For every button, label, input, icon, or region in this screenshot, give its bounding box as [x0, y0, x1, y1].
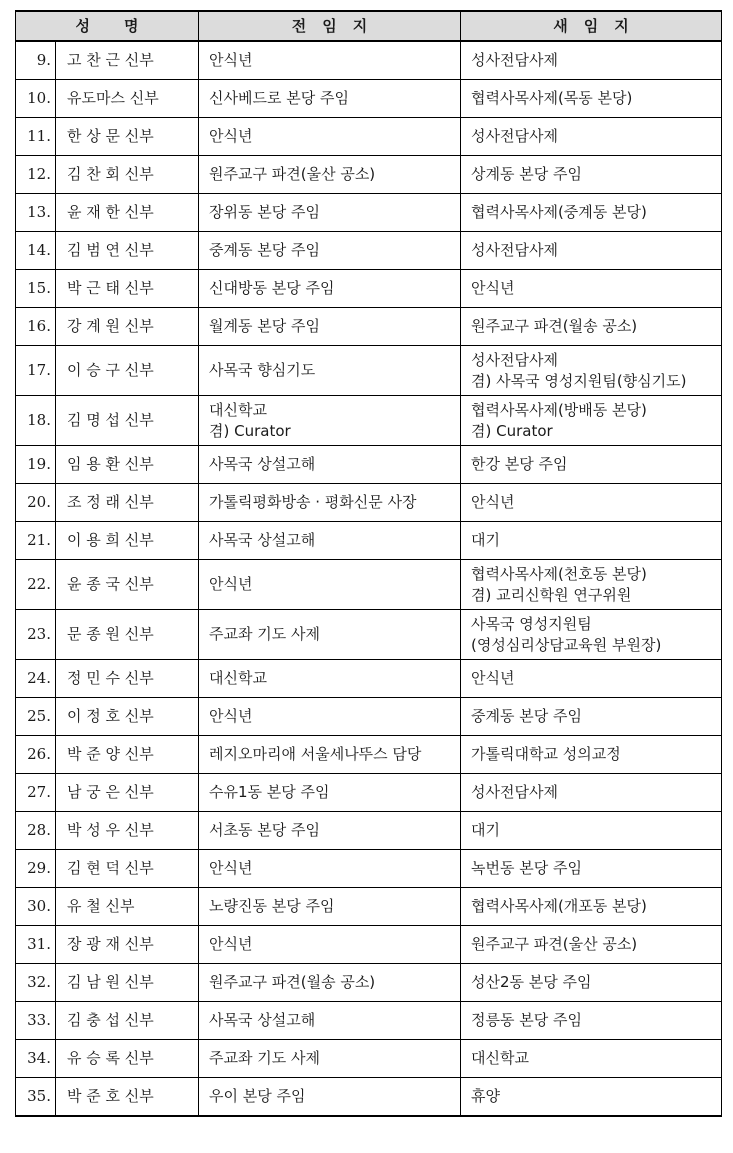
priest-name: 이 정 호 신부 — [56, 698, 199, 736]
previous-post-line: 레지오마리애 서울세나뚜스 담당 — [209, 745, 422, 763]
header-row — [16, 11, 722, 41]
previous-post — [199, 812, 461, 850]
row-number: 14. — [16, 232, 56, 270]
previous-post-line: 신대방동 본당 주임 — [209, 279, 335, 297]
previous-post-line: 신사베드로 본당 주임 — [209, 89, 349, 107]
priest-name: 김 충 섭 신부 — [56, 1002, 199, 1040]
table-row — [16, 446, 722, 484]
new-post — [461, 41, 722, 80]
previous-post — [199, 736, 461, 774]
new-post-line: 녹번동 본당 주임 — [471, 859, 582, 877]
priest-name: 유 철 신부 — [56, 888, 199, 926]
new-post — [461, 560, 722, 610]
priest-name: 김 현 덕 신부 — [56, 850, 199, 888]
priest-name: 문 종 원 신부 — [56, 610, 199, 660]
row-number: 24. — [16, 660, 56, 698]
new-post — [461, 698, 722, 736]
new-post-line: 겸) 사목국 영성지원팀(향심기도) — [471, 371, 687, 390]
priest-name: 이 용 희 신부 — [56, 522, 199, 560]
table-row — [16, 522, 722, 560]
priest-name: 강 계 원 신부 — [56, 308, 199, 346]
row-number: 28. — [16, 812, 56, 850]
row-number: 27. — [16, 774, 56, 812]
new-post-line: 겸) 교리신학원 연구위원 — [471, 585, 632, 604]
previous-post-line: 서초동 본당 주임 — [209, 821, 320, 839]
table-row — [16, 850, 722, 888]
previous-post-line: 안식년 — [209, 859, 253, 877]
previous-post — [199, 232, 461, 270]
previous-post-line: 주교좌 기도 사제 — [209, 625, 320, 643]
new-post-line: 겸) Curator — [471, 421, 553, 440]
new-post-line: 대신학교 — [471, 1049, 529, 1067]
table-row — [16, 888, 722, 926]
previous-post-line: 대신학교 — [209, 400, 267, 419]
row-number: 12. — [16, 156, 56, 194]
new-post-line: 성사전담사제 — [471, 241, 558, 259]
new-post — [461, 1002, 722, 1040]
new-post-line: 협력사목사제(목동 본당) — [471, 89, 633, 107]
previous-post — [199, 698, 461, 736]
row-number: 25. — [16, 698, 56, 736]
new-post — [461, 926, 722, 964]
previous-post-line: 원주교구 파견(월송 공소) — [209, 973, 376, 991]
new-post — [461, 80, 722, 118]
new-post — [461, 850, 722, 888]
table-row — [16, 964, 722, 1002]
new-post-line: 성사전담사제 — [471, 127, 558, 145]
row-number: 22. — [16, 560, 56, 610]
previous-post — [199, 1002, 461, 1040]
table-row — [16, 41, 722, 80]
table-row — [16, 560, 722, 610]
previous-post-line: 원주교구 파견(울산 공소) — [209, 165, 376, 183]
previous-post-line: 중계동 본당 주임 — [209, 241, 320, 259]
new-post-line: 성사전담사제 — [471, 51, 558, 69]
previous-post — [199, 80, 461, 118]
row-number: 29. — [16, 850, 56, 888]
priest-name: 조 정 래 신부 — [56, 484, 199, 522]
previous-post-line: 겸) Curator — [209, 421, 291, 440]
new-post — [461, 346, 722, 396]
new-post-line: 중계동 본당 주임 — [471, 707, 582, 725]
table-row — [16, 156, 722, 194]
header-new: 새임지 — [461, 11, 722, 41]
previous-post — [199, 1040, 461, 1078]
previous-post — [199, 194, 461, 232]
row-number: 15. — [16, 270, 56, 308]
priest-name: 박 성 우 신부 — [56, 812, 199, 850]
row-number: 33. — [16, 1002, 56, 1040]
previous-post — [199, 1078, 461, 1117]
priest-name: 김 명 섭 신부 — [56, 396, 199, 446]
table-row — [16, 194, 722, 232]
new-post — [461, 194, 722, 232]
previous-post — [199, 964, 461, 1002]
row-number: 23. — [16, 610, 56, 660]
new-post-line: 성사전담사제 — [471, 350, 558, 369]
previous-post-line: 안식년 — [209, 51, 253, 69]
previous-post-line: 가톨릭평화방송 · 평화신문 사장 — [209, 493, 417, 511]
new-post-line: 가톨릭대학교 성의교정 — [471, 745, 621, 763]
table-row — [16, 1002, 722, 1040]
priest-name: 박 준 호 신부 — [56, 1078, 199, 1117]
previous-post-line: 안식년 — [209, 935, 253, 953]
new-post-line: 정릉동 본당 주임 — [471, 1011, 582, 1029]
previous-post — [199, 346, 461, 396]
table-row — [16, 80, 722, 118]
new-post — [461, 812, 722, 850]
previous-post — [199, 850, 461, 888]
table-row — [16, 660, 722, 698]
new-post — [461, 774, 722, 812]
row-number: 11. — [16, 118, 56, 156]
table-row — [16, 346, 722, 396]
previous-post — [199, 446, 461, 484]
previous-post-line: 월계동 본당 주임 — [209, 317, 320, 335]
new-post-line: 원주교구 파견(울산 공소) — [471, 935, 638, 953]
table-row — [16, 698, 722, 736]
previous-post — [199, 888, 461, 926]
previous-post — [199, 270, 461, 308]
row-number: 34. — [16, 1040, 56, 1078]
previous-post — [199, 118, 461, 156]
new-post — [461, 156, 722, 194]
previous-post-line: 주교좌 기도 사제 — [209, 1049, 320, 1067]
header-previous: 전임지 — [199, 11, 461, 41]
previous-post-line: 수유1동 본당 주임 — [209, 783, 330, 801]
row-number: 9. — [16, 41, 56, 80]
row-number: 13. — [16, 194, 56, 232]
new-post-line: 한강 본당 주임 — [471, 455, 568, 473]
table-row — [16, 610, 722, 660]
previous-post-line: 사목국 상설고해 — [209, 531, 316, 549]
new-post — [461, 446, 722, 484]
header-name: 성명 — [16, 11, 199, 41]
row-number: 17. — [16, 346, 56, 396]
new-post — [461, 1040, 722, 1078]
previous-post — [199, 660, 461, 698]
table-row — [16, 812, 722, 850]
row-number: 16. — [16, 308, 56, 346]
table-row — [16, 484, 722, 522]
previous-post-line: 사목국 향심기도 — [209, 361, 316, 379]
new-post-line: 대기 — [471, 821, 500, 839]
table-row — [16, 1078, 722, 1117]
previous-post — [199, 484, 461, 522]
previous-post — [199, 41, 461, 80]
previous-post-line: 안식년 — [209, 127, 253, 145]
previous-post-line: 사목국 상설고해 — [209, 455, 316, 473]
priest-name: 박 근 태 신부 — [56, 270, 199, 308]
new-post — [461, 964, 722, 1002]
new-post — [461, 396, 722, 446]
priest-name: 윤 종 국 신부 — [56, 560, 199, 610]
new-post-line: 협력사목사제(개포동 본당) — [471, 897, 647, 915]
priest-name: 장 광 재 신부 — [56, 926, 199, 964]
priest-name: 한 상 문 신부 — [56, 118, 199, 156]
new-post — [461, 484, 722, 522]
previous-post — [199, 610, 461, 660]
new-post — [461, 1078, 722, 1117]
priest-name: 박 준 양 신부 — [56, 736, 199, 774]
new-post-line: 대기 — [471, 531, 500, 549]
previous-post — [199, 308, 461, 346]
new-post — [461, 270, 722, 308]
row-number: 35. — [16, 1078, 56, 1117]
priest-name: 윤 재 한 신부 — [56, 194, 199, 232]
priest-name: 고 찬 근 신부 — [56, 41, 199, 80]
row-number: 21. — [16, 522, 56, 560]
table-row — [16, 774, 722, 812]
row-number: 31. — [16, 926, 56, 964]
previous-post-line: 사목국 상설고해 — [209, 1011, 316, 1029]
table-row — [16, 926, 722, 964]
priest-name: 이 승 구 신부 — [56, 346, 199, 396]
table-row — [16, 736, 722, 774]
new-post-line: 원주교구 파견(월송 공소) — [471, 317, 638, 335]
previous-post-line: 대신학교 — [209, 669, 267, 687]
new-post-line: (영성심리상담교육원 부원장) — [471, 635, 662, 654]
row-number: 32. — [16, 964, 56, 1002]
table-row — [16, 396, 722, 446]
table-row — [16, 270, 722, 308]
previous-post-line: 장위동 본당 주임 — [209, 203, 320, 221]
new-post — [461, 232, 722, 270]
new-post-line: 안식년 — [471, 669, 515, 687]
table-row — [16, 232, 722, 270]
new-post-line: 안식년 — [471, 493, 515, 511]
new-post-line: 상계동 본당 주임 — [471, 165, 582, 183]
table-row — [16, 118, 722, 156]
new-post — [461, 308, 722, 346]
previous-post — [199, 156, 461, 194]
priest-name: 남 궁 은 신부 — [56, 774, 199, 812]
new-post-line: 사목국 영성지원팀 — [471, 614, 592, 633]
previous-post — [199, 396, 461, 446]
table-row — [16, 308, 722, 346]
new-post — [461, 118, 722, 156]
previous-post — [199, 522, 461, 560]
new-post — [461, 888, 722, 926]
new-post — [461, 660, 722, 698]
row-number: 10. — [16, 80, 56, 118]
previous-post-line: 노량진동 본당 주임 — [209, 897, 335, 915]
new-post — [461, 610, 722, 660]
priest-name: 유도마스 신부 — [56, 80, 199, 118]
priest-name: 유 승 록 신부 — [56, 1040, 199, 1078]
previous-post-line: 안식년 — [209, 707, 253, 725]
new-post-line: 협력사목사제(방배동 본당) — [471, 400, 647, 419]
table-row — [16, 1040, 722, 1078]
priest-name: 김 찬 회 신부 — [56, 156, 199, 194]
priest-name: 정 민 수 신부 — [56, 660, 199, 698]
priest-name: 김 남 원 신부 — [56, 964, 199, 1002]
row-number: 26. — [16, 736, 56, 774]
new-post-line: 성산2동 본당 주임 — [471, 973, 592, 991]
row-number: 20. — [16, 484, 56, 522]
new-post — [461, 522, 722, 560]
priest-name: 김 범 연 신부 — [56, 232, 199, 270]
new-post-line: 휴양 — [471, 1087, 500, 1105]
new-post — [461, 736, 722, 774]
new-post-line: 안식년 — [471, 279, 515, 297]
row-number: 30. — [16, 888, 56, 926]
previous-post — [199, 774, 461, 812]
new-post-line: 성사전담사제 — [471, 783, 558, 801]
new-post-line: 협력사목사제(천호동 본당) — [471, 564, 647, 583]
previous-post — [199, 560, 461, 610]
previous-post — [199, 926, 461, 964]
previous-post-line: 우이 본당 주임 — [209, 1087, 306, 1105]
new-post-line: 협력사목사제(중계동 본당) — [471, 203, 647, 221]
priest-name: 임 용 환 신부 — [56, 446, 199, 484]
row-number: 18. — [16, 396, 56, 446]
appointments-table — [15, 10, 722, 1117]
row-number: 19. — [16, 446, 56, 484]
previous-post-line: 안식년 — [209, 575, 253, 593]
